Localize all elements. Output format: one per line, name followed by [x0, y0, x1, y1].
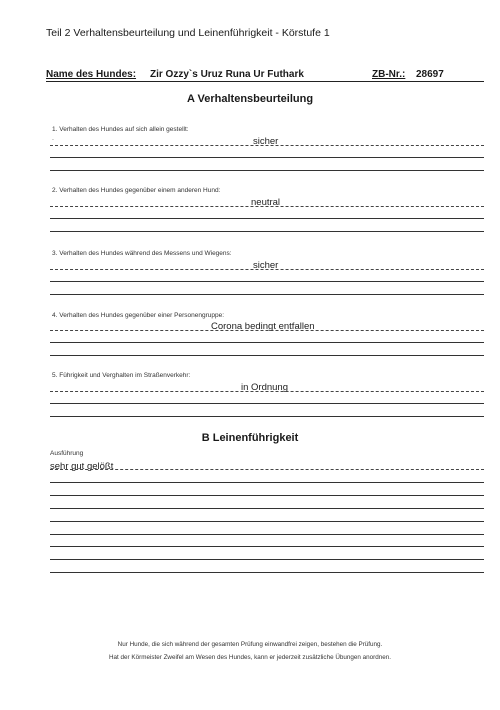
answer-line [50, 355, 484, 356]
question-2-label: 2. Verhalten des Hundes gegenüber einem anderen Hund: [52, 187, 221, 194]
section-b-heading: B Leinenführigkeit [201, 432, 299, 444]
answer-line [50, 269, 484, 270]
answer-line [50, 559, 484, 560]
document-title: Teil 2 Verhaltensbeurteilung und Leinenführigkeit - Körstufe 1 [46, 27, 330, 39]
question-1-label: 1. Verhalten des Hundes auf sich allein gestellt: [52, 126, 189, 133]
dog-name-label: Name des Hundes: [46, 69, 137, 80]
answer-line [50, 546, 484, 547]
execution-label: Ausführung [50, 450, 84, 457]
dog-name-value: Zir Ozzy`s Uruz Runa Ur Futhark [150, 69, 304, 80]
answer-line [50, 572, 484, 573]
answer-line [50, 416, 484, 417]
footer-note-1: Nur Hunde, die sich während der gesamten Prüfung einwandfrei zeigen, bestehen die Prüfung. [117, 641, 383, 648]
question-5-answer: in Ordnung [241, 382, 289, 393]
answer-line [50, 281, 484, 282]
section-a-heading: A Verhaltensbeurteilung [186, 93, 314, 105]
answer-line [50, 508, 484, 509]
question-2-answer: neutral [251, 197, 281, 208]
answer-line [50, 403, 484, 404]
answer-line [50, 330, 484, 331]
stray-mark: . [52, 135, 54, 142]
answer-line [50, 294, 484, 295]
answer-line [50, 170, 484, 171]
question-4-answer: Corona bedingt entfallen [211, 321, 315, 332]
answer-line [50, 391, 484, 392]
name-underline [46, 81, 484, 82]
answer-line [50, 218, 484, 219]
answer-line [50, 145, 484, 146]
answer-line [50, 231, 484, 232]
answer-line [50, 157, 484, 158]
answer-line [50, 482, 484, 483]
answer-line [50, 495, 484, 496]
question-1-answer: sicher [253, 136, 279, 147]
answer-line [50, 342, 484, 343]
answer-line [50, 521, 484, 522]
answer-line [50, 206, 484, 207]
question-4-label: 4. Verhalten des Hundes gegenüber einer Personengruppe: [52, 312, 225, 319]
answer-line [50, 469, 484, 470]
leash-handling-answer: sehr gut gelößt [50, 461, 114, 472]
zb-number-value: 28697 [416, 69, 444, 80]
question-3-answer: sicher [253, 260, 279, 271]
footer-note-2: Hat der Körmeister Zweifel am Wesen des Hundes, kann er jederzeit zusätzliche Übungen anordnen. [109, 654, 391, 661]
zb-number-label: ZB-Nr.: [372, 69, 406, 80]
answer-line [50, 534, 484, 535]
question-3-label: 3. Verhalten des Hundes während des Messens und Wiegens: [52, 250, 232, 257]
question-5-label: 5. Führigkeit und Verghalten im Straßenverkehr: [52, 372, 191, 379]
